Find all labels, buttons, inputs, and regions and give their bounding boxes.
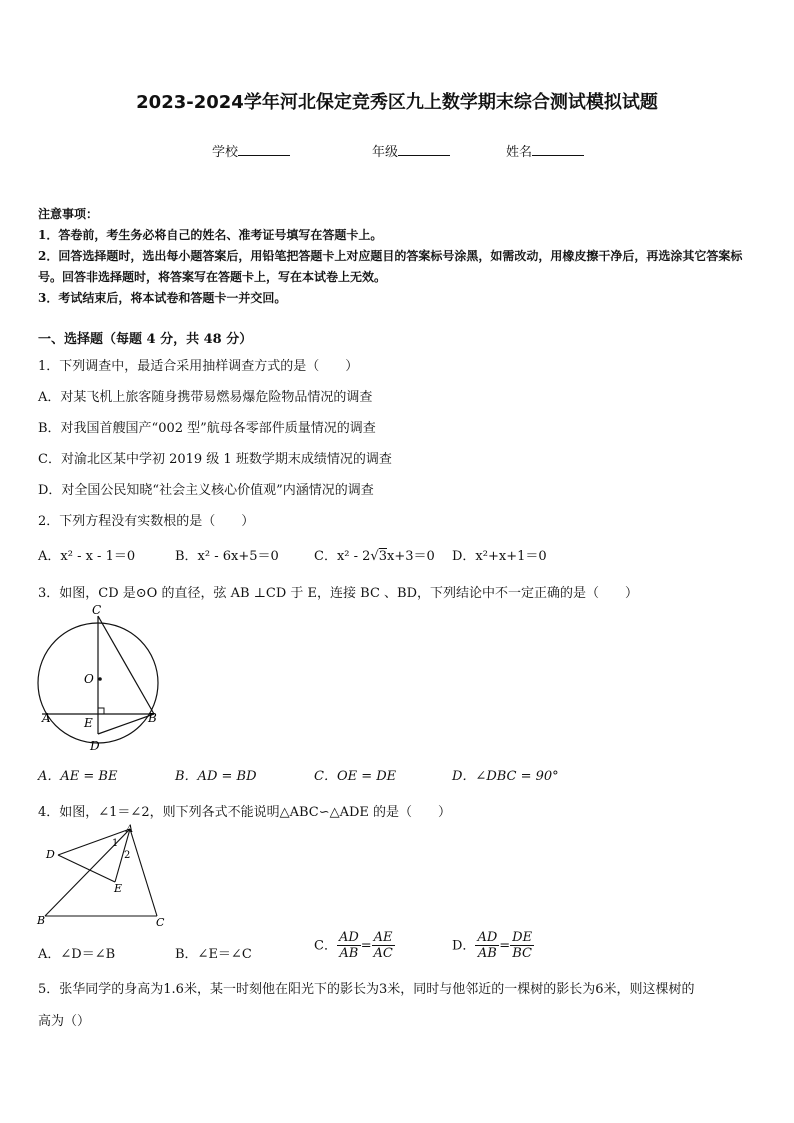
q3-option-d: D．∠DBC = 90° [452,769,559,784]
segment-de [58,855,115,882]
fraction-denominator: BC [512,946,532,961]
q1-option-d: D．对全国公民知晓“社会主义核心价值观”内涵情况的调查 [38,483,374,498]
label-c: C [156,916,165,929]
q2-option-c [314,545,435,564]
label-e: E [84,716,93,730]
q4-d-fraction-1 [475,930,499,962]
fraction-numerator: AD [477,930,498,945]
q2-option-a: A．x² - x - 1＝0 [38,549,136,564]
q4-option-d [452,930,534,962]
q4-d-fraction-2 [510,930,534,962]
grade-field [372,141,450,160]
school-field [212,141,290,160]
right-angle-mark [98,708,104,714]
note-item-3: 3．考试结束后，将本试卷和答题卡一并交回。 [38,291,287,305]
section-heading: 一、选择题（每题 4 分，共 48 分） [38,332,253,347]
fraction-denominator: AC [373,946,393,961]
q4-stem: 4．如图，∠1＝∠2，则下列各式不能说明△ABC∽△ADE 的是（ ） [38,805,452,820]
q4-c-fraction-2 [372,930,395,962]
fraction-numerator: AD [338,930,359,945]
q4-option-c [314,930,395,962]
q2-option-c-post: x+3＝0 [387,549,435,564]
label-d: D [90,739,100,753]
note-item-2: 2．回答选择题时，选出每小题答案后，用铅笔把答题卡上对应题目的答案标号涂黑，如需改动，用橡皮擦干净后，再选涂其它答案标号。回答非选择题时，将答案写在答题卡上，写在本试卷上无效。 [38,249,743,284]
center-dot [98,677,102,681]
q1-stem: 1．下列调查中，最适合采用抽样调查方式的是（ ） [38,359,359,374]
q1-option-b: B．对我国首艘国产“002 型”航母各零部件质量情况的调查 [38,421,376,436]
sqrt-sign: √ [370,549,379,564]
school-blank [238,143,290,156]
label-e: E [114,882,123,895]
name-blank [532,143,584,156]
q3-stem: 3．如图，CD 是⊙O 的直径，弦 AB ⊥CD 于 E，连接 BC 、BD，下列结论中不一定正确的是（ ） [38,586,638,601]
name-field [506,141,584,160]
q4-option-a: A．∠D＝∠B [38,947,116,962]
q3-option-c: C．OE = DE [314,769,397,784]
q4-c-fraction-1 [337,930,361,962]
q4-triangle-figure [34,822,174,930]
label-d: D [46,848,55,861]
q5-line-2: 高为（） [38,1014,91,1029]
q3-circle-figure [30,600,175,758]
segment-bc [98,616,154,714]
q2-option-c-pre: C．x² - 2 [314,549,371,564]
q1-option-c: C．对渝北区某中学初 2019 级 1 班数学期末成绩情况的调查 [38,452,392,467]
angle-1-label: 1 [112,838,119,849]
q2-option-c-radicand: 3 [378,549,387,564]
fraction-numerator: DE [512,930,533,945]
label-o: O [84,672,94,686]
page-title: 2023-2024学年河北保定竞秀区九上数学期末综合测试模拟试题 [136,92,658,113]
label-a: A [42,711,51,725]
fraction-numerator: AE [373,930,393,945]
note-item-1: 1．答卷前，考生务必将自己的姓名、准考证号填写在答题卡上。 [38,228,383,242]
label-a: A [126,824,134,835]
q4-option-c-label: C． [314,938,337,954]
segment-ac [130,829,157,916]
label-c: C [92,603,102,617]
label-b: B [37,914,46,927]
q2-option-d: D．x²+x+1＝0 [452,549,547,564]
q1-option-a: A．对某飞机上旅客随身携带易燃易爆危险物品情况的调查 [38,390,373,405]
grade-blank [398,143,450,156]
q3-option-a: A．AE = BE [38,769,118,784]
fraction-denominator: AB [339,946,359,961]
q4-option-d-label: D． [452,938,476,954]
q3-option-b: B．AD = BD [175,769,257,784]
label-b: B [148,711,157,725]
name-label: 姓名 [506,145,533,160]
q2-stem: 2．下列方程没有实数根的是（ ） [38,514,255,529]
school-label: 学校 [212,145,239,160]
angle-2-label: 2 [124,850,131,861]
fraction-denominator: AB [477,946,497,961]
grade-label: 年级 [372,145,399,160]
q5-line-1: 5．张华同学的身高为1.6米，某一时刻他在阳光下的影长为3米，同时与他邻近的一棵树的影长为6米，则这棵树的 [38,982,695,997]
segment-ad [58,829,130,855]
q2-option-b: B．x² - 6x+5＝0 [175,549,279,564]
notes-heading: 注意事项： [38,207,99,221]
equals-sign: = [499,938,511,954]
q4-option-b: B．∠E＝∠C [175,947,252,962]
segment-bd [98,714,154,734]
notes-section [38,204,758,309]
equals-sign: = [360,938,372,954]
